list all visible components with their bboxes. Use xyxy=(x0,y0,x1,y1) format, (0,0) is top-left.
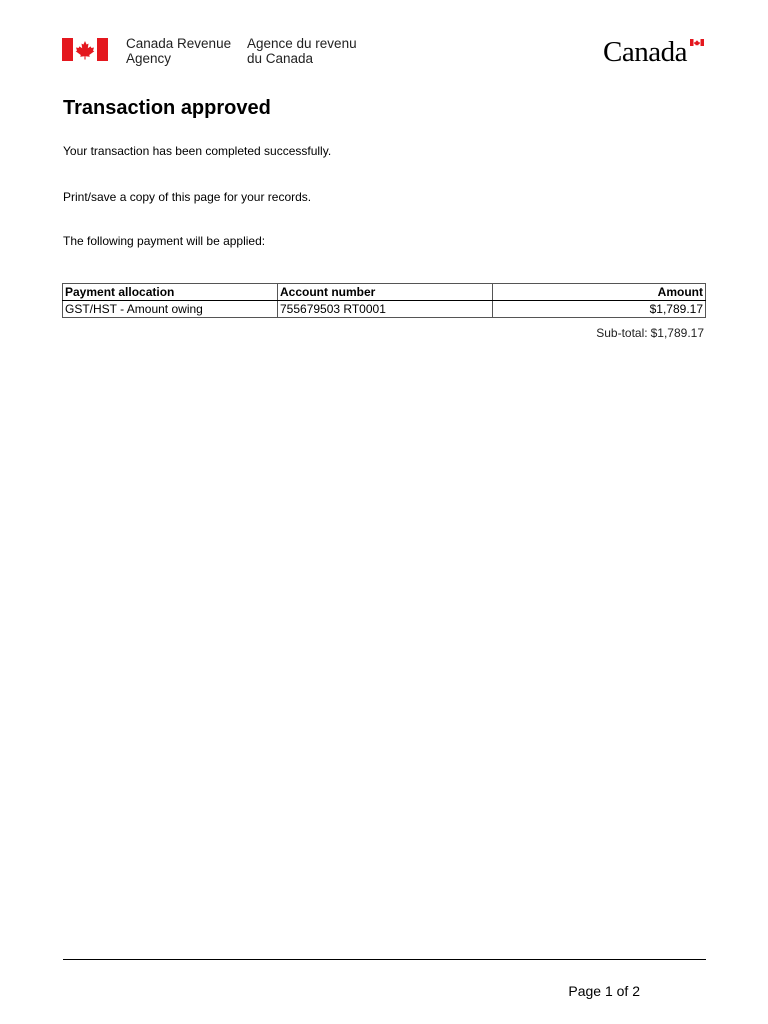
wordmark-flag-icon xyxy=(690,39,704,46)
payment-intro: The following payment will be applied: xyxy=(63,234,266,248)
page-number: Page 1 of 2 xyxy=(568,983,640,999)
subtotal-value: $1,789.17 xyxy=(650,326,704,340)
agency-fr-line-1: Agence du revenu xyxy=(247,36,357,51)
canada-wordmark-text: Canada xyxy=(603,36,687,68)
page-header xyxy=(62,36,707,70)
subtotal-label: Sub-total: xyxy=(596,326,648,340)
column-header-payment-allocation: Payment allocation xyxy=(63,284,278,301)
payment-table xyxy=(62,283,706,318)
cell-amount: $1,789.17 xyxy=(493,301,706,318)
agency-fr-line-2: du Canada xyxy=(247,51,314,66)
completed-message: Your transaction has been completed successfully. xyxy=(63,144,332,158)
table-header-row xyxy=(63,284,706,301)
table-row xyxy=(63,301,706,318)
page-title: Transaction approved xyxy=(63,97,271,119)
agency-name-french xyxy=(247,36,357,66)
column-header-amount: Amount xyxy=(493,284,706,301)
agency-name-english xyxy=(126,36,231,66)
cell-account-number: 755679503 RT0001 xyxy=(278,301,493,318)
agency-en-line-1: Canada Revenue xyxy=(126,36,232,51)
cell-payment-allocation: GST/HST - Amount owing xyxy=(63,301,278,318)
canada-flag-icon xyxy=(62,38,108,61)
agency-en-line-2: Agency xyxy=(126,51,172,66)
footer-divider xyxy=(63,959,706,960)
subtotal xyxy=(593,326,704,340)
column-header-account-number: Account number xyxy=(278,284,493,301)
print-instruction: Print/save a copy of this page for your records. xyxy=(63,190,312,204)
canada-wordmark xyxy=(603,36,707,68)
